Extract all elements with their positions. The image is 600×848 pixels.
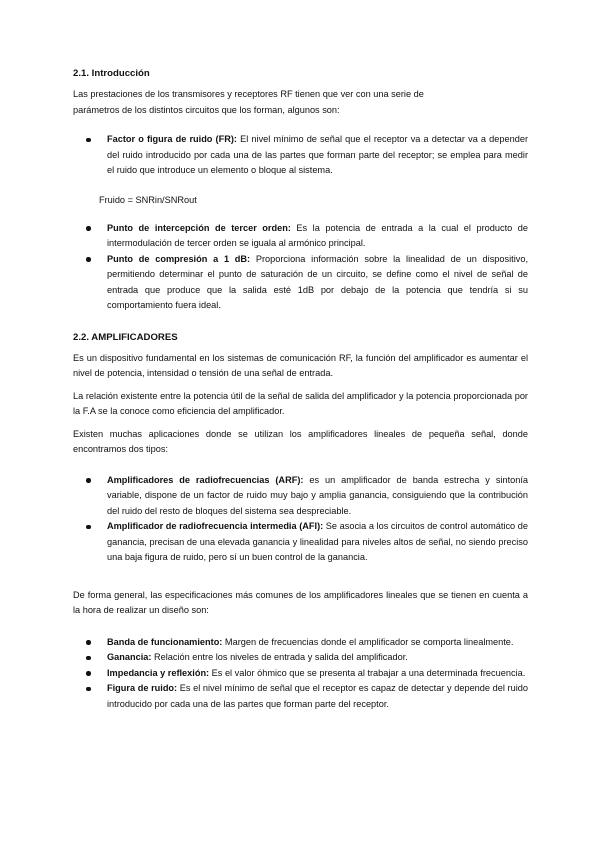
section-heading-introduccion: 2.1. Introducción <box>73 68 150 79</box>
list-item-term: Ganancia: <box>107 652 152 662</box>
list-item-text: Proporciona información sobre la linealidad de un dispositivo, permitiendo determinar el punto de saturación de un circuito, se define como el nivel de señal de entrada que produce que la salida esté 1dB por debajo de la potencia que tendría si su comportamiento fuera ideal. <box>107 253 528 310</box>
list-item <box>73 650 528 666</box>
parameter-list-a <box>73 132 528 179</box>
list-item-term: Factor o figura de ruido (FR): <box>107 134 237 144</box>
list-item <box>73 132 528 179</box>
list-item <box>73 221 528 252</box>
list-item-text: es un amplificador de banda estrecha y sintonía variable, dispone de un factor de ruido muy bajo y amplia ganancia, consiguiendo que la contribución del ruido del resto de bloques del sistema sea despreciable. <box>107 474 528 516</box>
applications-paragraph: Existen muchas aplicaciones donde se utilizan los amplificadores lineales de pequeña señal, donde encontramos dos tipos: <box>73 428 528 454</box>
parameter-list-b <box>73 221 528 314</box>
bullet-icon <box>86 687 91 692</box>
page-content <box>73 68 528 712</box>
list-item-term: Punto de compresión a 1 dB: <box>107 253 251 264</box>
intro-paragraph <box>73 87 528 118</box>
list-item-term: Figura de ruido: <box>107 683 178 693</box>
efficiency-paragraph: La relación existente entre la potencia útil de la señal de salida del amplificador y la potencia proporcionada por la F.A se la conoce como eficiencia del amplificador. <box>73 390 528 416</box>
bullet-icon <box>86 656 91 661</box>
amplifier-definition-paragraph: Es un dispositivo fundamental en los sistemas de comunicación RF, la función del amplificador es aumentar el nivel de potencia, intensidad o tensión de una señal de entrada. <box>73 352 528 378</box>
noise-formula: Fruido = SNRin/SNRout <box>99 194 197 205</box>
list-item-text: Es la potencia de entrada a la cual el producto de intermodulación de tercer orden se iguala al armónico principal. <box>107 222 528 248</box>
list-item <box>73 473 528 520</box>
list-item <box>73 681 528 712</box>
list-item-term: Punto de intercepción de tercer orden: <box>107 222 291 233</box>
list-item <box>73 252 528 314</box>
bullet-icon <box>86 257 91 262</box>
amplifier-types-list <box>73 473 528 566</box>
list-item <box>73 519 528 566</box>
list-item-text: El nivel mínimo de señal que el receptor va a detectar va a depender del ruido introducido por cada una de las partes que forman parte del receptor; se emplea para medir el ruido que introduce un elemento o bloque al sistema. <box>107 134 529 175</box>
list-item <box>73 666 528 682</box>
bullet-icon <box>86 671 91 676</box>
bullet-icon <box>86 640 91 645</box>
list-item-text: Es el nivel mínimo de señal que el receptor es capaz de detectar y depende del ruido introducido por cada una de las partes que forman parte del receptor. <box>107 683 528 709</box>
specifications-list <box>73 635 528 713</box>
bullet-icon <box>86 525 91 530</box>
section-heading-amplificadores: 2.2. AMPLIFICADORES <box>73 331 178 343</box>
bullet-icon <box>86 226 91 231</box>
bullet-icon <box>86 138 91 143</box>
list-item-text: Se asocia a los circuitos de control automático de ganancia, precisan de una elevada ganancia y linealidad para niveles altos de señal, no siendo preciso una baja figura de ruido, pero sí un buen control de la ganancia. <box>107 521 528 562</box>
intro-line-1: Las prestaciones de los transmisores y receptores RF tienen que ver con una serie de <box>73 89 424 99</box>
list-item-term: Amplificador de radiofrecuencia intermedia (AFI): <box>107 521 324 531</box>
list-item-text: Es el valor óhmico que se presenta al trabajar a una determinada frecuencia. <box>209 667 526 678</box>
list-item-text: Relación entre los niveles de entrada y salida del amplificador. <box>151 652 408 662</box>
bullet-icon <box>86 478 91 483</box>
intro-line-2: parámetros de los distintos circuitos que los forman, algunos son: <box>73 104 340 115</box>
list-item-term: Amplificadores de radiofrecuencias (ARF): <box>107 474 304 485</box>
specifications-paragraph: De forma general, las especificaciones más comunes de los amplificadores lineales que se tienen en cuenta a la hora de realizar un diseño son: <box>73 589 528 615</box>
list-item-text: Margen de frecuencias donde el amplificador se comporta linealmente. <box>222 636 514 647</box>
list-item-term: Banda de funcionamiento: <box>107 636 223 647</box>
list-item <box>73 635 528 651</box>
list-item-term: Impedancia y reflexión: <box>107 667 210 678</box>
